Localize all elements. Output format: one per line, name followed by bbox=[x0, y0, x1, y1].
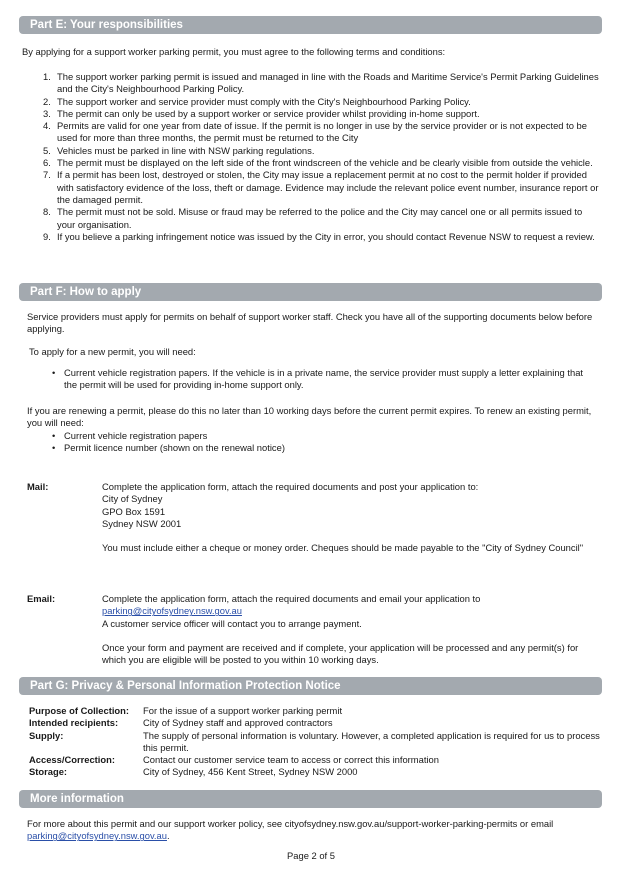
list-number: 9. bbox=[43, 230, 51, 242]
list-item bbox=[43, 95, 599, 108]
list-item bbox=[43, 157, 599, 169]
email-payment-note: A customer service officer will contact you to arrange payment. bbox=[102, 617, 362, 629]
list-item bbox=[43, 144, 599, 157]
list-item-text: If you believe a parking infringement notice was issued by the City in error, you should contact Revenue NSW to request a review. bbox=[57, 230, 595, 242]
email-address-link[interactable]: parking@cityofsydney.nsw.gov.au bbox=[102, 605, 242, 617]
list-item bbox=[43, 107, 599, 120]
privacy-key: Access/Correction: bbox=[29, 754, 115, 766]
list-number: 1. bbox=[43, 71, 51, 82]
email-instruction: Complete the application form, attach the required documents and email your application to bbox=[102, 593, 481, 604]
privacy-key: Storage: bbox=[29, 766, 68, 778]
list-item bbox=[43, 206, 599, 231]
part-e-heading: Part E: Your responsibilities bbox=[19, 16, 602, 34]
privacy-notice-table bbox=[29, 705, 601, 779]
bullet: • bbox=[52, 430, 56, 441]
mail-address-line: Sydney NSW 2001 bbox=[102, 517, 182, 529]
mail-label: Mail: bbox=[27, 481, 49, 492]
list-item bbox=[50, 367, 595, 392]
privacy-key: Supply: bbox=[29, 729, 64, 741]
email-details bbox=[102, 593, 598, 667]
mail-address-line: City of Sydney bbox=[102, 493, 163, 505]
more-information-period: . bbox=[166, 830, 170, 842]
list-item-text: Vehicles must be parked in line with NSW parking regulations. bbox=[57, 144, 315, 156]
list-item bbox=[43, 120, 599, 145]
page-number: Page 2 of 5 bbox=[287, 850, 335, 861]
list-number: 8. bbox=[43, 206, 51, 218]
list-item-text: If a permit has been lost, destroyed or stolen, the City may issue a replacement permit at no cost to the permit holder if provided with satisfactory evidence of the loss, theft or damage. Evidence may include the relevant police event number, insurance report or the damaged permit. bbox=[57, 169, 599, 205]
privacy-key: Purpose of Collection: bbox=[29, 705, 130, 716]
list-number: 7. bbox=[43, 169, 51, 181]
bullet: • bbox=[52, 442, 56, 454]
part-f-intro: Service providers must apply for permits on behalf of support worker staff. Check you have all of the supporting documents below before applying. bbox=[27, 311, 593, 335]
list-item-text: The support worker and service provider must comply with the City's Neighbourhood Parking Policy. bbox=[57, 95, 471, 107]
mail-instruction: Complete the application form, attach the required documents and post your application to: bbox=[102, 481, 479, 492]
new-permit-requirements bbox=[50, 367, 595, 392]
bullet: • bbox=[52, 367, 56, 378]
list-item-text: Permit licence number (shown on the renewal notice) bbox=[64, 442, 285, 454]
mail-details bbox=[102, 481, 598, 555]
list-item-text: The permit must not be sold. Misuse or fraud may be referred to the police and the City may cancel one or all permits issued to your organisation. bbox=[57, 206, 583, 230]
renew-permit-intro: If you are renewing a permit, please do this no later than 10 working days before the current permit expires. To renew an existing permit, you will need: bbox=[27, 405, 592, 429]
more-information-text bbox=[27, 818, 599, 843]
new-permit-intro: To apply for a new permit, you will need: bbox=[29, 346, 196, 357]
email-label: Email: bbox=[27, 593, 56, 604]
list-number: 3. bbox=[43, 107, 51, 119]
more-information-body: For more about this permit and our support worker policy, see cityofsydney.nsw.gov.au/support-worker-parking-permits or email bbox=[27, 818, 554, 829]
privacy-value: For the issue of a support worker parking permit bbox=[143, 705, 343, 716]
list-item-text: Current vehicle registration papers bbox=[64, 430, 208, 441]
list-item bbox=[43, 71, 599, 96]
list-item-text: The permit can only be used by a support worker or service provider whilst providing in-home support. bbox=[57, 107, 480, 119]
privacy-value: The supply of personal information is voluntary. However, a completed application is required for us to process this permit. bbox=[143, 729, 600, 753]
list-item-text: The permit must be displayed on the left side of the front windscreen of the vehicle and be clearly visible from outside the vehicle. bbox=[57, 157, 593, 169]
mail-payment-note: You must include either a cheque or money order. Cheques should be made payable to the "City of Sydney Council" bbox=[102, 542, 584, 554]
privacy-value: Contact our customer service team to access or correct this information bbox=[143, 754, 439, 766]
mail-address-line: GPO Box 1591 bbox=[102, 505, 166, 517]
list-item bbox=[50, 442, 595, 454]
list-item-text: The support worker parking permit is issued and managed in line with the Roads and Maritime Service's Permit Parking Guidelines and the City's Neighbourhood Parking Policy. bbox=[57, 71, 599, 95]
list-number: 2. bbox=[43, 95, 51, 107]
renew-permit-requirements bbox=[50, 430, 595, 455]
part-e-intro: By applying for a support worker parking permit, you must agree to the following terms and conditions: bbox=[22, 46, 446, 57]
more-information-email-link[interactable]: parking@cityofsydney.nsw.gov.au bbox=[27, 830, 167, 842]
privacy-value: City of Sydney, 456 Kent Street, Sydney NSW 2000 bbox=[143, 766, 358, 778]
list-number: 4. bbox=[43, 120, 51, 132]
list-item bbox=[43, 169, 599, 206]
list-number: 5. bbox=[43, 144, 51, 156]
email-processing-note: Once your form and payment are received and if complete, your application will be processed and any permit(s) for which you are eligible will be posted to you within 10 working days. bbox=[102, 642, 579, 666]
part-g-heading: Part G: Privacy & Personal Information Protection Notice bbox=[19, 677, 602, 695]
list-number: 6. bbox=[43, 157, 51, 169]
privacy-value: City of Sydney staff and approved contractors bbox=[143, 717, 333, 729]
privacy-key: Intended recipients: bbox=[29, 717, 119, 729]
list-item bbox=[50, 430, 595, 442]
list-item-text: Current vehicle registration papers. If the vehicle is in a private name, the service provider must supply a letter explaining that the permit will be used for providing in-home support only. bbox=[64, 367, 584, 391]
part-e-terms-list bbox=[43, 71, 599, 243]
more-information-heading: More information bbox=[19, 790, 602, 808]
part-f-heading: Part F: How to apply bbox=[19, 283, 602, 301]
list-item bbox=[43, 230, 599, 243]
list-item-text: Permits are valid for one year from date of issue. If the permit is no longer in use by the service provider or is not expected to be used for more than three months, the permit must be returned to the City bbox=[57, 120, 587, 144]
